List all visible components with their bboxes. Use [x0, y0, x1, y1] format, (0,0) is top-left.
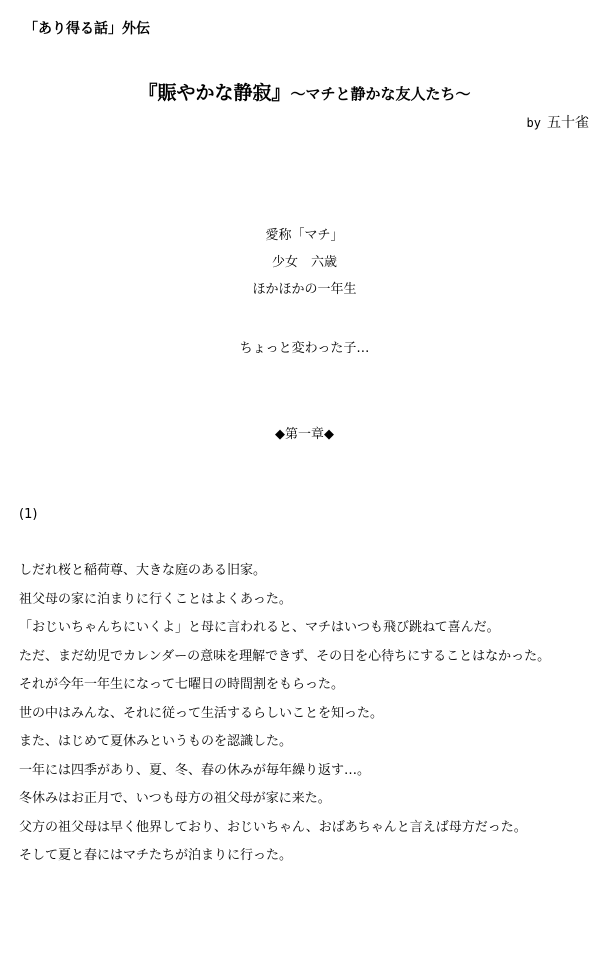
body-line: そして夏と春にはマチたちが泊まりに行った。 — [19, 848, 293, 863]
body-line: しだれ桜と稲荷尊、大きな庭のある旧家。 — [19, 563, 267, 578]
body-line: 「おじいちゃんちにいくよ」と母に言われると、マチはいつも飛び跳ねて喜んだ。 — [19, 620, 500, 635]
body-line: また、はじめて夏休みというものを認識した。 — [19, 734, 293, 749]
body-line: 祖父母の家に泊まりに行くことはよくあった。 — [19, 591, 292, 607]
byline — [527, 112, 589, 132]
body-line: 世の中はみんな、それに従って生活するらしいことを知った。 — [19, 705, 384, 721]
story-title — [0, 78, 609, 105]
intro-line: ほかほかの一年生 — [252, 282, 357, 297]
byline-prefix: by — [526, 116, 541, 130]
body-line: 一年には四季があり、夏、冬、春の休みが毎年繰り返す…。 — [19, 762, 371, 778]
story-body — [19, 561, 604, 875]
title-main: 『賑やかな静寂』 — [138, 82, 291, 104]
intro-tagline: ちょっと変わった子… — [239, 341, 370, 356]
intro-line: 少女 六歳 — [271, 255, 337, 270]
body-line: 父方の祖父母は早く他界しており、おじいちゃん、おばあちゃんと言えば母方だった。 — [19, 819, 527, 835]
section-number: (1) — [19, 507, 38, 522]
body-line: 冬休みはお正月で、いつも母方の祖父母が家に来た。 — [19, 791, 331, 806]
body-line: それが今年一年生になって七曜日の時間割をもらった。 — [19, 677, 345, 692]
author-name: 五十雀 — [547, 115, 589, 131]
title-subtitle: ～マチと静かな友人たち～ — [290, 85, 471, 103]
intro-line: 愛称「マチ」 — [265, 228, 344, 243]
series-label: 「あり得る話」外伝 — [24, 21, 150, 37]
character-intro — [0, 226, 609, 366]
body-line: ただ、まだ幼児でカレンダーの意味を理解できず、その日を心待ちにすることはなかった。 — [19, 648, 551, 664]
chapter-heading: ◆第一章◆ — [275, 427, 334, 442]
